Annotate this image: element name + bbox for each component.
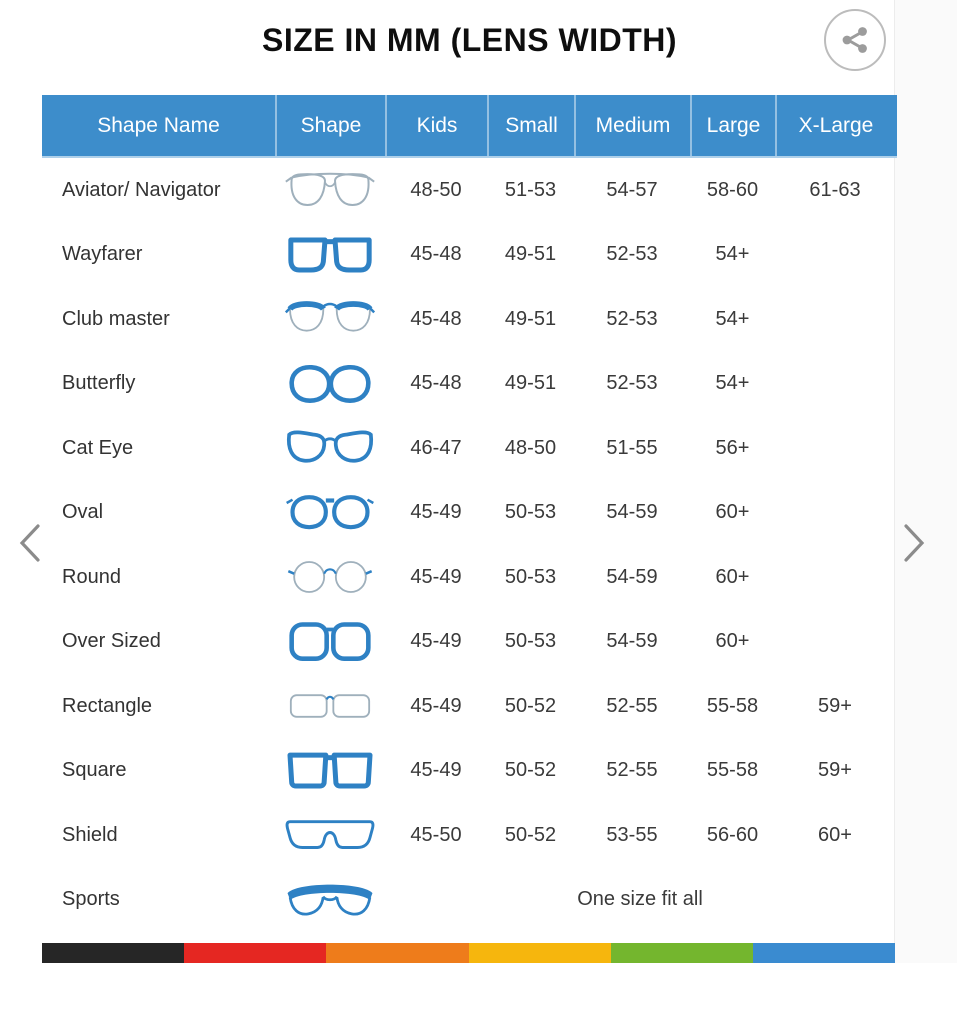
size-medium: 52-53 (606, 307, 658, 330)
size-chart-table (42, 95, 897, 932)
size-kids: 45-49 (410, 501, 462, 524)
size-kids: 45-49 (410, 694, 462, 717)
shape-name: Over Sized (62, 630, 161, 653)
column-header-kids: Kids (385, 95, 487, 156)
size-kids: 48-50 (410, 178, 462, 201)
size-medium: 52-53 (606, 243, 658, 266)
size-xlarge: 60+ (818, 823, 852, 846)
shape-name: Cat Eye (62, 436, 134, 459)
shape-name: Round (62, 565, 121, 588)
size-kids: 45-48 (410, 243, 462, 266)
color-bar-segment (184, 943, 326, 963)
cateye-glasses-icon (282, 423, 378, 473)
column-header-shape-name: Shape Name (97, 113, 220, 137)
size-kids: 45-49 (410, 630, 462, 653)
size-kids: 46-47 (410, 436, 462, 459)
size-medium: 54-59 (606, 501, 658, 524)
shape-name: Butterfly (62, 372, 136, 395)
size-xlarge: 59+ (818, 759, 852, 782)
shape-name: Sports (62, 888, 120, 911)
column-header-small: Small (487, 95, 574, 156)
shape-name: Rectangle (62, 694, 153, 717)
butterfly-glasses-icon (282, 359, 378, 409)
size-medium: 51-55 (606, 436, 658, 459)
size-large: 54+ (715, 372, 750, 395)
size-medium: 54-59 (606, 565, 658, 588)
size-small: 50-52 (504, 823, 557, 846)
color-bar-segment (42, 943, 184, 963)
shape-name: Oval (62, 501, 104, 524)
table-row (42, 416, 897, 481)
one-size-note: One size fit all (577, 888, 703, 911)
size-medium: 52-53 (606, 372, 658, 395)
table-row (42, 352, 897, 417)
table-row (42, 223, 897, 288)
page-title: SIZE IN MM (LENS WIDTH) (261, 22, 677, 58)
size-medium: 54-57 (606, 178, 658, 201)
table-row (42, 803, 897, 868)
column-header-large: Large (690, 95, 775, 156)
size-large: 60+ (715, 630, 750, 653)
page-right-gutter (894, 0, 957, 963)
size-small: 49-51 (504, 372, 557, 395)
column-header-medium: Medium (574, 95, 690, 156)
table-row (42, 610, 897, 675)
table-body (42, 158, 897, 932)
carousel-prev-button[interactable] (12, 520, 46, 566)
shape-name: Shield (62, 823, 118, 846)
table-header-row (42, 95, 897, 158)
table-row (42, 868, 897, 933)
size-small: 50-53 (504, 630, 557, 653)
size-kids: 45-49 (410, 565, 462, 588)
table-row (42, 287, 897, 352)
carousel-next-button[interactable] (898, 520, 932, 566)
size-small: 49-51 (504, 243, 557, 266)
oval-glasses-icon (282, 488, 378, 538)
size-kids: 45-49 (410, 759, 462, 782)
shield-glasses-icon (282, 810, 378, 860)
rectangle-glasses-icon (282, 681, 378, 731)
size-large: 56-60 (706, 823, 759, 846)
table-row (42, 545, 897, 610)
size-small: 49-51 (504, 307, 557, 330)
size-small: 50-52 (504, 694, 557, 717)
size-small: 50-52 (504, 759, 557, 782)
round-glasses-icon (282, 552, 378, 602)
size-large: 54+ (715, 243, 750, 266)
oversized-glasses-icon (282, 617, 378, 667)
square-glasses-icon (282, 746, 378, 796)
size-xlarge: 59+ (818, 694, 852, 717)
sports-glasses-icon (282, 874, 378, 926)
wayfarer-glasses-icon (282, 230, 378, 280)
size-small: 50-53 (504, 565, 557, 588)
size-large: 56+ (715, 436, 750, 459)
size-large: 55-58 (706, 759, 759, 782)
size-small: 51-53 (504, 178, 557, 201)
size-large: 60+ (715, 565, 750, 588)
table-row (42, 481, 897, 546)
column-header-xlarge: X-Large (775, 95, 895, 156)
aviator-glasses-icon (280, 165, 380, 215)
size-small: 50-53 (504, 501, 557, 524)
size-small: 48-50 (504, 436, 557, 459)
size-medium: 54-59 (606, 630, 658, 653)
share-button[interactable] (824, 9, 886, 71)
size-medium: 52-55 (606, 759, 658, 782)
size-large: 58-60 (706, 178, 759, 201)
color-bar-segment (326, 943, 468, 963)
table-row (42, 158, 897, 223)
shape-name: Club master (62, 307, 170, 330)
size-kids: 45-48 (410, 372, 462, 395)
color-bar-segment (469, 943, 611, 963)
shape-name: Square (62, 759, 127, 782)
size-large: 54+ (715, 307, 750, 330)
column-header-shape: Shape (275, 95, 385, 156)
size-kids: 45-48 (410, 307, 462, 330)
table-row (42, 674, 897, 739)
chevron-right-icon (902, 522, 928, 564)
color-bar-segment (753, 943, 895, 963)
table-row (42, 739, 897, 804)
brand-color-bar (42, 943, 895, 963)
share-icon (839, 24, 871, 56)
size-xlarge: 61-63 (809, 178, 861, 201)
shape-name: Aviator/ Navigator (62, 178, 221, 201)
size-large: 60+ (715, 501, 750, 524)
color-bar-segment (611, 943, 753, 963)
shape-name: Wayfarer (62, 243, 143, 266)
size-kids: 45-50 (410, 823, 462, 846)
clubmaster-glasses-icon (282, 294, 378, 344)
size-medium: 53-55 (606, 823, 658, 846)
size-medium: 52-55 (606, 694, 658, 717)
size-large: 55-58 (706, 694, 759, 717)
chevron-left-icon (16, 522, 42, 564)
